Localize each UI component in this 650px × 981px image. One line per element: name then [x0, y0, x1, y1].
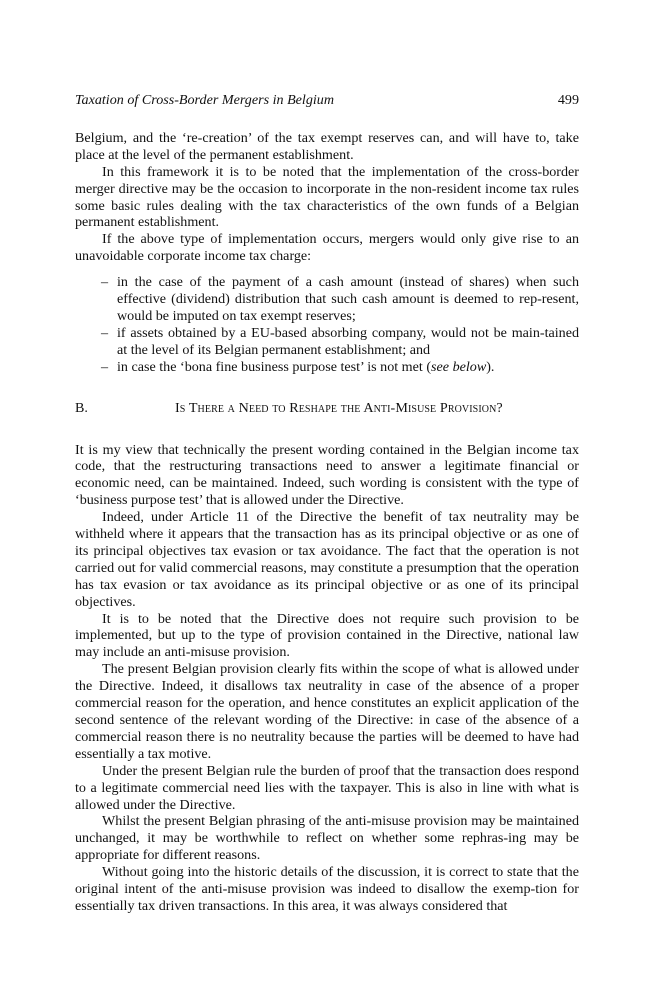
- paragraph: Under the present Belgian rule the burden of proof that the transaction does respond to a legitimate commercial need lies with the taxpayer. This is also in line with what is allowed under the Directive.: [75, 762, 579, 813]
- paragraph: Whilst the present Belgian phrasing of the anti-misuse provision may be maintained unchanged, it may be worthwhile to reflect on whether some rephras-ing may be appropriate for different reasons.: [75, 813, 579, 864]
- cross-reference: see below: [431, 358, 487, 375]
- section-heading: [75, 400, 579, 417]
- list-item: – in the case of the payment of a cash amount (instead of shares) when such effective (dividend) distribution that such cash amount is deemed to rep-resent, would be imputed on tax exempt reserves;: [117, 274, 579, 325]
- list-item: – if assets obtained by a EU-based absorbing company, would not be main-tained at the level of its Belgian permanent establishment; and: [117, 325, 579, 359]
- paragraph: The present Belgian provision clearly fits within the scope of what is allowed under the Directive. Indeed, it disallows tax neutrality in case of the absence of a proper commercial reason for the operation, and hence constitutes an explicit application of the second sentence of the relevant wording of the Directive: in case of the absence of a commercial reason there is no neutrality because the parties will be deemed to have had essentially a tax motive.: [75, 661, 579, 762]
- section-title: Is There a Need to Reshape the Anti-Misuse Provision?: [175, 399, 503, 416]
- paragraph: If the above type of implementation occurs, mergers would only give rise to an unavoidable corporate income tax charge:: [75, 231, 579, 265]
- running-title: Taxation of Cross-Border Mergers in Belgium: [75, 92, 335, 108]
- page: [75, 92, 579, 915]
- dash-list: [75, 274, 579, 375]
- paragraph: Without going into the historic details of the discussion, it is correct to state that the original intent of the anti-misuse provision was indeed to disallow the exemp-tion for essentially tax driven transactions. In this area, it was always considered that: [75, 864, 579, 914]
- list-item-text: in case the ‘bona fine business purpose test’ is not met (: [117, 358, 432, 375]
- page-number: 499: [557, 92, 579, 108]
- paragraph: In this framework it is to be noted that the implementation of the cross-border merger directive may be the occasion to incorporate in the non-resident income tax rules some basic rules dealing with the tax characteristics of the own funds of a Belgian permanent establishment.: [75, 163, 579, 231]
- list-item: [117, 359, 579, 376]
- paragraph: It is my view that technically the present wording contained in the Belgian income tax code, that the restructuring transactions need to answer a legitimate financial or economic need, can be maintained. Indeed, such wording is consistent with the type of ‘business purpose test’ that is allowed under the Directive.: [75, 441, 579, 509]
- paragraph: Belgium, and the ‘re-creation’ of the tax exempt reserves can, and will have to, take place at the level of the permanent establishment.: [75, 129, 579, 163]
- paragraph: Indeed, under Article 11 of the Directive the benefit of tax neutrality may be withheld where it appears that the transaction has as its principal objective or as one of its principal objectives tax evasion or tax avoidance. The fact that the operation is not carried out for valid commercial reasons, may constitute a presumption that the operation has tax evasion or tax avoidance as its principal objective or as one of its principal objectives.: [75, 509, 579, 610]
- running-header: [75, 92, 579, 109]
- list-item-text: ).: [486, 358, 495, 375]
- paragraph: It is to be noted that the Directive does not require such provision to be implemented, but up to the type of provision contained in the Directive, national law may include an anti-misuse provision.: [75, 610, 579, 661]
- section-label: B.: [75, 399, 88, 416]
